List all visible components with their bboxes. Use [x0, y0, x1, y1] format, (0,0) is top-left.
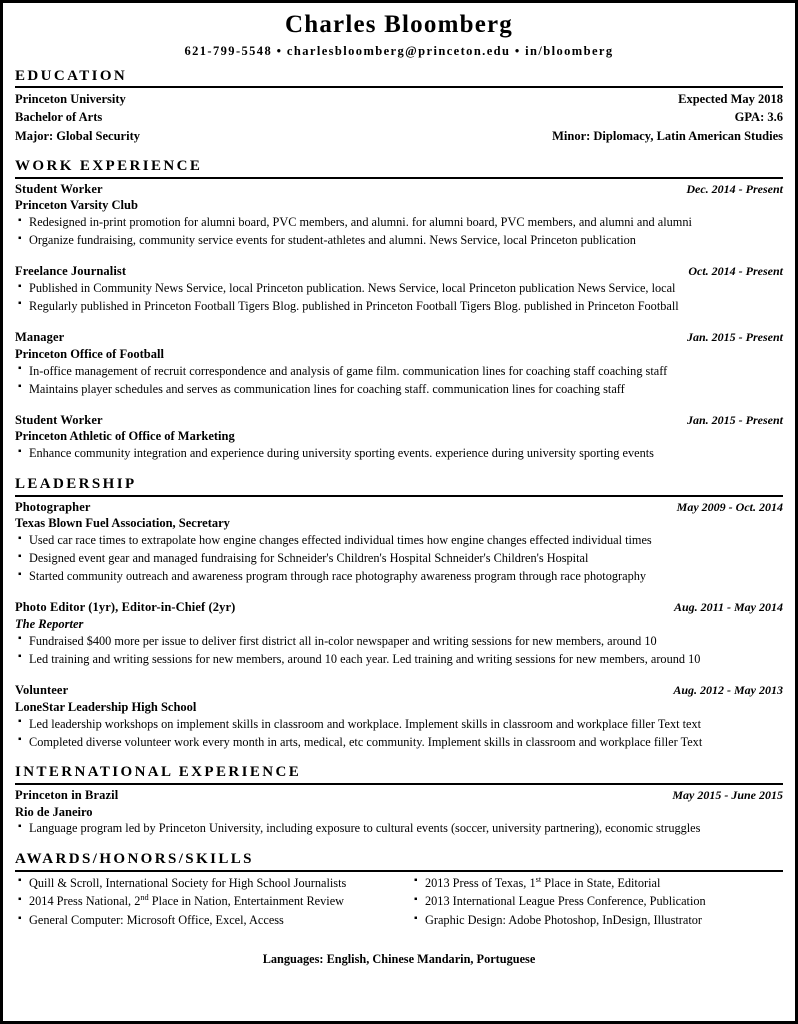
education-row-left: Princeton University [15, 91, 126, 106]
award-item: ▪ 2014 Press National, 2nd Place in Nation, Entertainment Review [15, 892, 399, 911]
entry-organization: LoneStar Leadership High School [15, 699, 197, 714]
education-row [15, 108, 783, 127]
section-leadership [15, 473, 783, 751]
entry-role: Freelance Journalist [15, 264, 127, 279]
entry-header-row [15, 682, 783, 699]
entry-header-row [15, 412, 783, 429]
experience-entry [15, 181, 783, 251]
entry-bullet-list [15, 633, 783, 669]
awards-column-left [15, 874, 399, 930]
entry-header-row [15, 329, 783, 346]
entry-role: Photographer [15, 499, 91, 514]
entry-bullet: ▪ Started community outreach and awareness program through race photography awareness program through race photography [15, 568, 783, 586]
section-awards [15, 848, 783, 966]
experience-entry [15, 412, 783, 464]
section-heading-leadership: LEADERSHIP [15, 473, 783, 496]
entry-bullet-list [15, 820, 783, 838]
entry-header-row [15, 263, 783, 280]
award-item: ▪ 2013 International League Press Conference, Publication [411, 892, 783, 911]
award-item: ▪ 2013 Press of Texas, 1st Place in State, Editorial [411, 874, 783, 893]
entry-bullet: ▪ Maintains player schedules and serves as communication lines for coaching staff. communication lines for coaching staff [15, 381, 783, 399]
section-international-experience [15, 761, 783, 838]
entry-bullet: ▪ In-office management of recruit correspondence and analysis of game film. communication lines for coaching staff coaching staff [15, 363, 783, 381]
candidate-name: Charles Bloomberg [284, 11, 514, 38]
entry-organization: Princeton Office of Football [15, 346, 164, 361]
entry-organization: Rio de Janeiro [15, 804, 93, 819]
entry-bullet-list [15, 214, 783, 250]
awards-columns [15, 874, 783, 930]
education-row-right: Minor: Diplomacy, Latin American Studies [552, 128, 783, 143]
section-education [15, 65, 783, 146]
entry-role: Student Worker [15, 181, 103, 196]
contact-line: 621-799-5548 • charlesbloomberg@princeton.edu • in/bloomberg [184, 43, 614, 58]
entry-bullet-list [15, 280, 783, 316]
entry-header-row [15, 787, 783, 804]
education-row-left: Major: Global Security [15, 128, 140, 143]
education-row [15, 127, 783, 146]
entry-organization: Princeton Athletic of Office of Marketing [15, 429, 235, 444]
education-row-right: Expected May 2018 [678, 91, 783, 106]
award-item: ▪ Quill & Scroll, International Society for High School Journalists [15, 874, 399, 893]
leadership-entries [15, 499, 783, 752]
entry-bullet: ▪ Fundraised $400 more per issue to deliver first district all in-color newspaper and writing sessions for new members, around 10 [15, 633, 783, 651]
languages-line: Languages: English, Chinese Mandarin, Portuguese [262, 951, 536, 966]
entry-dates: Oct. 2014 - Present [688, 264, 783, 279]
education-row [15, 90, 783, 109]
entry-role: Student Worker [15, 412, 103, 427]
entry-bullet: ▪ Enhance community integration and experience during university sporting events. experience during university sporting events [15, 445, 783, 463]
entry-bullet: ▪ Designed event gear and managed fundraising for Schneider's Children's Hospital Schneider's Children's Hospital [15, 550, 783, 568]
entry-bullet: ▪ Led leadership workshops on implement skills in classroom and workplace. Implement skills in classroom and workplace filler Text text [15, 716, 783, 734]
education-row-left: Bachelor of Arts [15, 110, 103, 125]
entry-header-row [15, 499, 783, 516]
entry-header-row [15, 181, 783, 198]
awards-list-right [411, 874, 783, 930]
entry-organization: The Reporter [15, 617, 84, 632]
entry-bullet-list [15, 716, 783, 752]
entry-dates: Dec. 2014 - Present [686, 181, 783, 196]
entry-bullet: ▪ Language program led by Princeton University, including exposure to cultural events (soccer, university partnering), economic struggles [15, 820, 783, 838]
awards-list-left [15, 874, 399, 930]
education-rows [15, 90, 783, 146]
award-item: ▪ General Computer: Microsoft Office, Excel, Access [15, 911, 399, 930]
entry-bullet-list [15, 363, 783, 399]
experience-entry [15, 787, 783, 839]
entry-dates: May 2015 - June 2015 [672, 787, 783, 802]
award-item: ▪ Graphic Design: Adobe Photoshop, InDesign, Illustrator [411, 911, 783, 930]
entry-role: Manager [15, 329, 65, 344]
entry-dates: May 2009 - Oct. 2014 [676, 499, 783, 514]
experience-entry [15, 682, 783, 752]
awards-column-right [399, 874, 783, 930]
entry-header-row [15, 599, 783, 616]
section-heading-work-experience: WORK EXPERIENCE [15, 155, 783, 178]
experience-entry [15, 263, 783, 316]
experience-entry [15, 329, 783, 399]
education-row-right: GPA: 3.6 [734, 110, 783, 125]
entry-dates: Jan. 2015 - Present [687, 412, 783, 427]
entry-role: Volunteer [15, 682, 69, 697]
entry-bullet: ▪ Completed diverse volunteer work every month in arts, medical, etc community. Implement skills in classroom and workplace filler Text [15, 734, 783, 752]
entry-role: Photo Editor (1yr), Editor-in-Chief (2yr) [15, 600, 236, 615]
entry-bullet-list [15, 532, 783, 586]
entry-organization: Princeton Varsity Club [15, 198, 138, 213]
experience-entry [15, 499, 783, 587]
entry-role: Princeton in Brazil [15, 787, 119, 802]
work-experience-entries [15, 181, 783, 464]
entry-organization: Texas Blown Fuel Association, Secretary [15, 516, 230, 531]
entry-bullet: ▪ Used car race times to extrapolate how engine changes effected individual times how engine changes effected individual times [15, 532, 783, 550]
entry-bullet: ▪ Published in Community News Service, local Princeton publication. News Service, local Princeton publication News Service, local [15, 280, 783, 298]
entry-bullet: ▪ Redesigned in-print promotion for alumni board, PVC members, and alumni. for alumni board, PVC members, and alumni and alumni [15, 214, 783, 232]
entry-bullet: ▪ Led training and writing sessions for new members, around 10 each year. Led training and writing sessions for new members, around 10 [15, 651, 783, 669]
section-work-experience [15, 155, 783, 463]
entry-bullet-list [15, 445, 783, 463]
entry-dates: Aug. 2012 - May 2013 [673, 682, 783, 697]
entry-bullet: ▪ Organize fundraising, community service events for student-athletes and alumni. News Service, local Princeton publication [15, 232, 783, 250]
entry-dates: Aug. 2011 - May 2014 [673, 600, 783, 615]
section-heading-education: EDUCATION [15, 65, 783, 88]
section-heading-international-experience: INTERNATIONAL EXPERIENCE [15, 761, 783, 784]
entry-bullet: ▪ Regularly published in Princeton Football Tigers Blog. published in Princeton Football Tigers Blog. published in Princeton Football [15, 298, 783, 316]
entry-dates: Jan. 2015 - Present [687, 329, 783, 344]
international-experience-entries [15, 787, 783, 839]
experience-entry [15, 599, 783, 669]
section-heading-awards: AWARDS/HONORS/SKILLS [15, 848, 783, 871]
